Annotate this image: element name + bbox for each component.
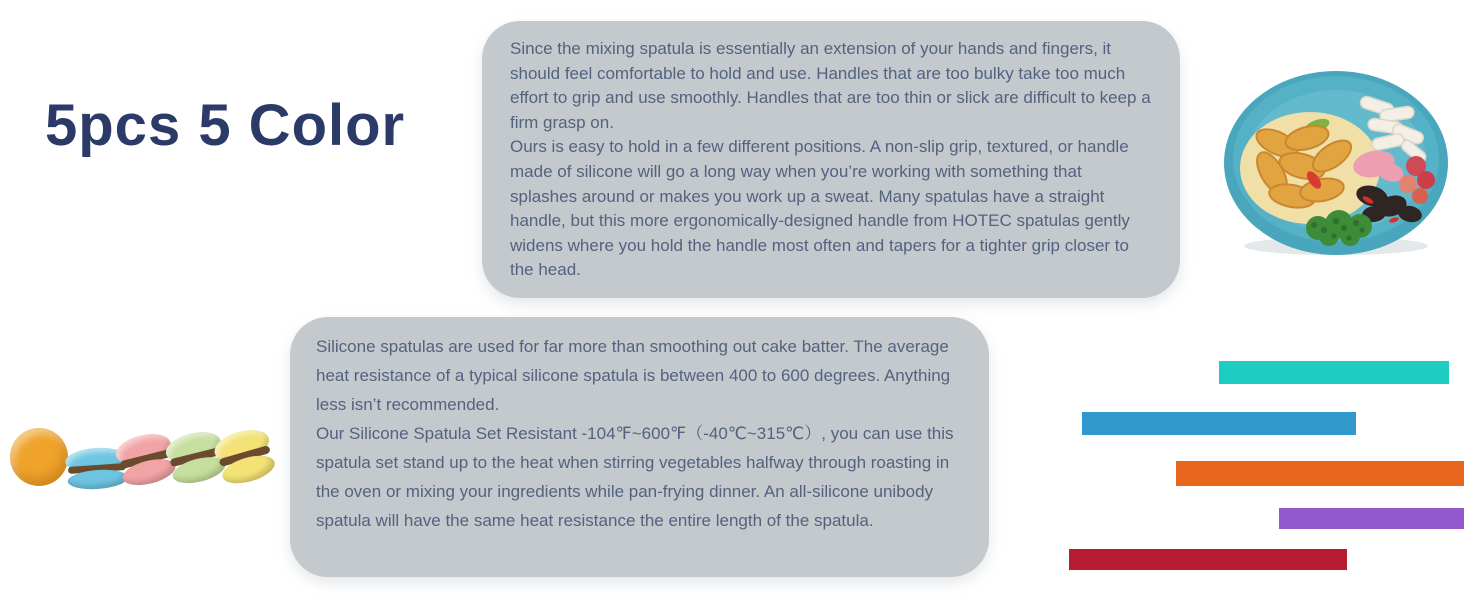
color-bar-red (1069, 549, 1347, 570)
heat-resistance-box (290, 317, 989, 577)
color-bar-orange (1176, 461, 1464, 486)
macaron-orange (10, 428, 68, 486)
handle-paragraph-1: Since the mixing spatula is essentially an extension of your hands and fingers, it should feel comfortable to hold and use. Handles that are too bulky take too much effort to grip and use smoothly. Handles that are too thin or slick are difficult to keep a firm grasp on. (510, 39, 1151, 132)
handle-paragraph-2: Ours is easy to hold in a few different positions. A non-slip grip, textured, or handle made of silicone will go a long way when you’re working with something that splashes around or makes you work up a sweat. Many spatulas have a straight handle, but this more ergonomically-designed handle from HOTEC spatulas gently widens where you hold the handle most often and tapers for a tighter grip closer to the head. (510, 137, 1130, 280)
color-bar-teal (1219, 361, 1449, 384)
color-bar-purple (1279, 508, 1464, 529)
heat-paragraph-1: Silicone spatulas are used for far more than smoothing out cake batter. The average heat resistance of a typical silicone spatula is between 400 to 600 degrees. Anything less isn’t recommended. (316, 337, 951, 414)
color-bar-blue (1082, 412, 1356, 435)
macaron-yellow (211, 424, 279, 489)
plate-illustration (1222, 68, 1450, 264)
curry-shrimp-plate-image (1222, 68, 1450, 264)
handle-description-box (482, 21, 1180, 298)
heat-paragraph-2: Our Silicone Spatula Set Resistant -104℉~600℉（-40℃~315℃）, you can use this spatula set stand up to the heat when stirring vegetables halfway through roasting in the oven or mixing your ingredients while pan-frying dinner. An all-silicone unibody spatula will have the same heat resistance the entire length of the spatula. (316, 424, 954, 530)
page-title: 5pcs 5 Color (45, 93, 406, 158)
macarons-image (8, 420, 278, 496)
